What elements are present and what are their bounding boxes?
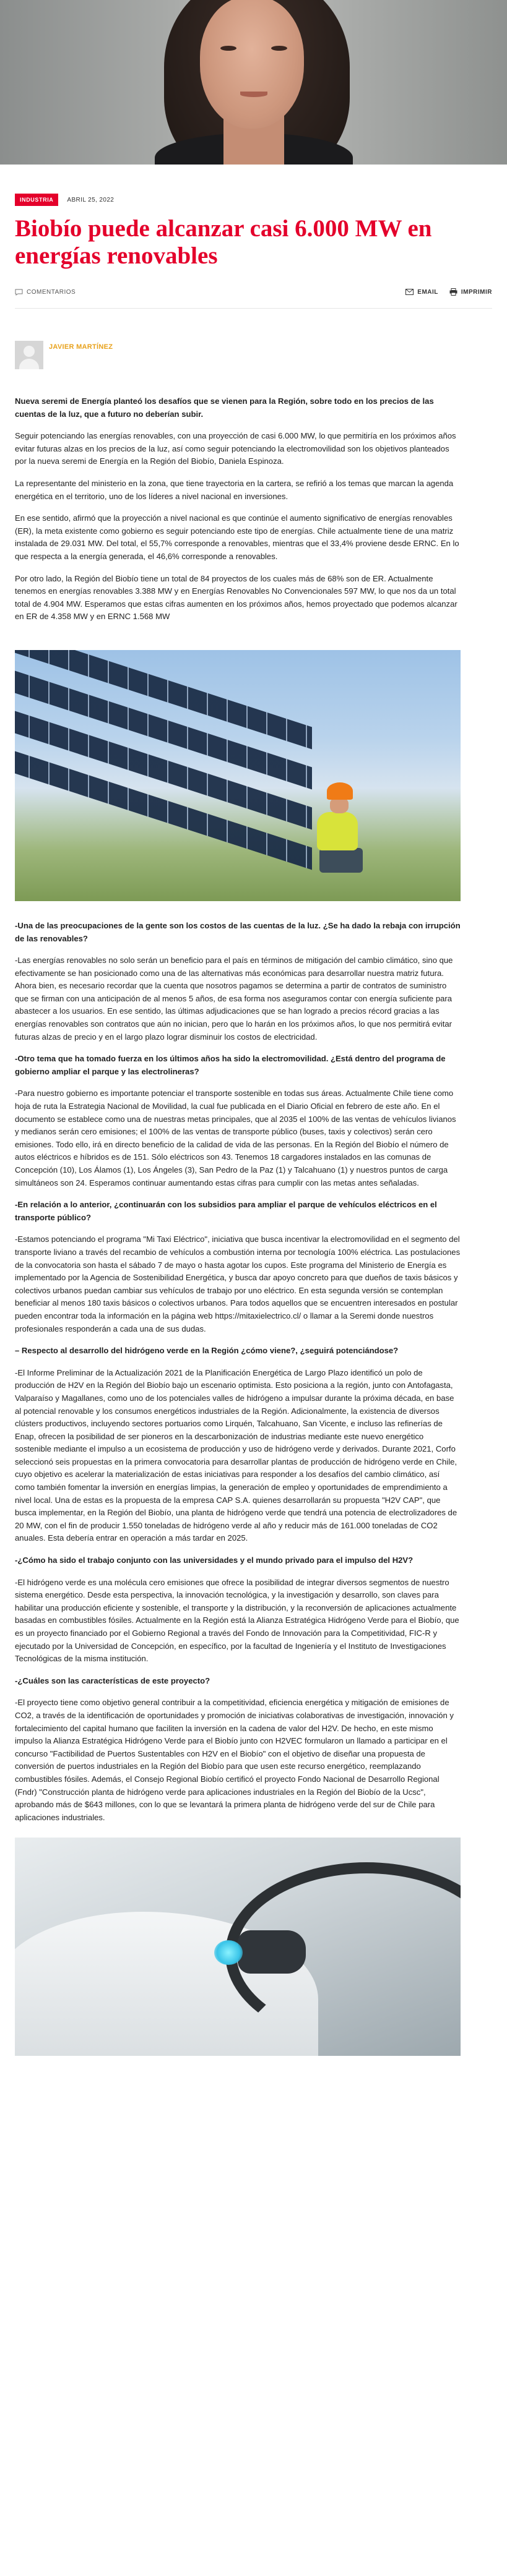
body-paragraph: La representante del ministerio en la zona, que tiene trayectoria en la cartera, se refirió a los temas que marcan la agenda energética en el territorio, uno de los líderes a nivel nacional en inversiones. xyxy=(15,478,454,501)
print-button[interactable] xyxy=(449,288,492,296)
printer-icon xyxy=(449,288,457,296)
article-meta xyxy=(15,194,492,206)
article-date: ABRIL 25, 2022 xyxy=(67,196,115,203)
comment-icon xyxy=(15,289,23,296)
interview-answer: -Para nuestro gobierno es importante potenciar el transporte sostenible en todas sus áreas. Actualmente Chile tiene como hoja de ruta la Estrategia Nacional de Movilidad, la cual fue publicada en el Diario Oficial en febrero de este año. En el documento se establece como una de nuestras metas principales, que al 2035 el 100% de las ventas de vehículos livianos y medianos serán cero emisiones; el 100% de las ventas de transporte público (buses, taxis y colectivos) serán cero emisiones. Todo ello, irá en directo beneficio de la calidad de vida de las personas. En la Región del Biobío el número de autos eléctricos e híbridos es de 151. Sólo eléctricos son 43. Tenemos 18 cargadores instalados en las comunas de Concepción (10), Los Álamos (1), Los Ángeles (3), San Pedro de la Paz (1) y Talcahuano (1) y nuestros puntos de carga simultáneos son 24. Esperamos continuar aumentando estas cifras para cumplir con las metas antes señaladas. xyxy=(15,1089,456,1187)
interview-question: -¿Cuáles son las características de este proyecto? xyxy=(15,1675,210,1685)
interview-question: -¿Cómo ha sido el trabajo conjunto con las universidades y el mundo privado para el impulso del H2V? xyxy=(15,1555,414,1565)
hero-image xyxy=(0,0,507,165)
interview-answer: -Estamos potenciando el programa "Mi Taxi Eléctrico", iniciativa que busca incentivar la electromovilidad en el segmento del transporte liviano a través del recambio de vehículos a combustión interna por tecnología 100% eléctrica. Las postulaciones de la convocatoria son hasta el sábado 7 de mayo o hasta agotar los cupos. Este programa del Ministerio de Energía es implementado por la Agencia de Sostenibilidad Energética, y busca dar apoyo concreto para que dueños de taxis básicos y colectivos urbanos puedan cambiar sus vehículos de trabajo por uno eléctrico. En esta segunda versión se contemplan beneficiar al menos 180 taxis básicos o colectivos urbanos. Para todos aquellos que se encuentren interesados en postular pueden encontrar toda la información en la página web https://mitaxielectrico.cl/ o llamar a la Seremi donde nuestros profesionales responderán a cada una de sus dudas. xyxy=(15,1235,461,1333)
article-tools xyxy=(405,288,492,296)
envelope-icon xyxy=(405,289,414,295)
interview-answer: -El Informe Preliminar de la Actualización 2021 de la Planificación Energética de Largo Plazo identificó un polo de producción de H2V en la Región del Biobío bajo un escenario optimista. Esto posiciona a la región, junto con Antofagasta, Valparaíso y Magallanes, como uno de los potenciales valles de hidrógeno a impulsar durante la próxima década, en base al potencial renovable y los consumos energéticos industriales de la Región. Adicionalmente, la existencia de diversos clústers productivos, incluyendo sectores portuarios como Lirquén, Talcahuano, San Vicente, e incluso las refinerías de Enap, ofrecen la posibilidad de ser pioneros en la descarbonización de industrias mediante este nuevo energético sostenible mediante el impulso a un ecosistema de producción y uso de hidrógeno verde y derivados. Durante 2021, Corfo seleccionó seis propuestas en la primera convocatoria para desarrollar plantas de producción de hidrógeno verde en Chile, cuyo objetivo es acelerar la materialización de estas iniciativas para responder a los desafíos del cambio climático, así como también fomentar la inversión en energías limpias, la generación de empleo y oportunidades de emprendimiento a nivel local. Una de estas es la propuesta de la empresa CAP S.A. quienes desarrollarán su propuesta "H2V CAP", que busca implementar, en la Región del Biobío, una planta de hidrógeno verde que tendrá una potencia de electrolizadores de 20 MW, con el fin de producir 1.550 toneladas de hidrógeno verde al año y reducir más de 161.000 toneladas de CO2 anuales. Esta debería entrar en operación a más tardar en 2025. xyxy=(15,1367,457,1543)
comments-link[interactable] xyxy=(15,289,76,296)
interview-question: -En relación a lo anterior, ¿continuarán con los subsidios para ampliar el parque de vehículos eléctricos en el transporte público? xyxy=(15,1200,437,1222)
print-label: IMPRIMIR xyxy=(461,288,492,296)
interview-answer: -El hidrógeno verde es una molécula cero emisiones que ofrece la posibilidad de integrar diversos segmentos de nuestro sistema energético. Desde esta perspectiva, la innovación tecnológica, y la investigación y desarrollo, son claves para habilitar una producción eficiente y sostenible, el transporte y la distribución, y la reconversión de aplicaciones actualmente basadas en combustibles fósiles. Actualmente en la Región está la Alianza Estratégica Hidrógeno Verde para el Biobío, que es un proyecto financiado por el Gobierno Regional a través del Fondo de Innovación para la Competitividad, FIC-R y ejecutado por la Universidad de Concepción, en específico, por la facultad de Ingeniería y el Instituto de Investigaciones Tecnológicas de la misma institución. xyxy=(15,1577,459,1664)
interview-question: -Otro tema que ha tomado fuerza en los últimos años ha sido la electromovilidad. ¿Está dentro del programa de gobierno ampliar el parque y las electrolineras? xyxy=(15,1054,446,1076)
solar-panels-photo xyxy=(15,650,461,901)
interview-question: – Respecto al desarrollo del hidrógeno verde en la Región ¿cómo viene?, ¿seguirá potenciándose? xyxy=(15,1346,399,1356)
share-row xyxy=(15,288,492,296)
email-label: EMAIL xyxy=(417,288,438,296)
article-body xyxy=(15,395,461,2056)
interview-question: -Una de las preocupaciones de la gente son los costos de las cuentas de la luz. ¿Se ha dado la rebaja con irrupción de las renovables? xyxy=(15,920,461,943)
body-paragraph: Seguir potenciando las energías renovables, con una proyección de casi 6.000 MW, lo que permitiría en los próximos años evitar futuras alzas en los precios de la luz, así como seguir potenciando la electromovilidad son los objetivos planteados por la nueva seremi de Energía en la Región del Biobío, Daniela Espinoza. xyxy=(15,431,456,466)
interview-answer: -El proyecto tiene como objetivo general contribuir a la competitividad, eficiencia energética y mitigación de emisiones de CO2, a través de la identificación de oportunidades y promoción de iniciativas colaborativas de investigación, innovación y fortalecimiento del capital humano que faciliten la inversión en la cadena de valor del H2V. De hecho, en este mismo impulso la Alianza Estratégica Hidrógeno Verde para el Biobío junto con H2VEC formularon un llamado a participar en el concurso "Factibilidad de Puertos Sustentables con H2V en el Biobío" con el objetivo de diseñar una propuesta de conversión de puertos industriales en la Región del Biobío para que usen este recurso energético, reemplazando combustibles fósiles. Además, el Consejo Regional Biobío certificó el proyecto Fondo Nacional de Desarrollo Regional (Fndr) "Construcción planta de hidrógeno verde para aplicaciones industriales en la Región del Biobío de la Ucsc", aprobando más de $643 millones, con lo que se levantará la primera planta de hidrógeno verde del sur de Chile para aplicaciones industriales. xyxy=(15,1698,454,1822)
ev-charging-photo xyxy=(15,1838,461,2056)
email-button[interactable] xyxy=(405,288,438,296)
comments-label: COMENTARIOS xyxy=(27,288,76,296)
article-container xyxy=(15,194,492,2056)
body-paragraph: Por otro lado, la Región del Biobío tiene un total de 84 proyectos de los cuales más de 68% son de ER. Actualmente tenemos en energías renovables 3.388 MW y en Energías Renovables No Convencionales 597 MW, lo que nos da un total total de 4.904 MW. Esperamos que estas cifras aumenten en los próximos años, hemos proyectado que podemos alcanzar en ER de 4.358 MW y en ERNC 1.568 MW xyxy=(15,573,457,622)
interview-answer: -Las energías renovables no solo serán un beneficio para el país en términos de mitigación del cambio climático, sino que efectivamente se han posicionado como una de las alternativas más económicas para desarrollar nuestra matriz futura. Ahora bien, es necesario recordar que la cuenta que nosotros pagamos se determina a partir de contratos de suministro que se firman con una anticipación de al menos 5 años, de esa forma nos aseguramos contar con energía suficiente para abastecer a los usuarios. En ese sentido, las últimas adjudicaciones que se han logrado a precios récord gracias a las energías renovables son contratos que aún no inician, pero que lo harán en los próximos años, lo que nos permitirá evitar futuras alzas de precio y en el largo plazo lograr disminuir los costos de electricidad. xyxy=(15,956,453,1042)
divider xyxy=(15,308,492,309)
lead-paragraph: Nueva seremi de Energía planteó los desafíos que se vienen para la Región, sobre todo en los precios de las cuentas de la luz, que a futuro no deberían subir. xyxy=(15,396,434,419)
author-row xyxy=(15,341,492,369)
body-paragraph: En ese sentido, afirmó que la proyección a nivel nacional es que continúe el aumento significativo de energías renovables (ER), la meta existente como gobierno es seguir potenciando este tipo de energías. Chile actualmente tiene de una matriz instalada de 29.031 MW. Del total, el 55,7% corresponde a renovables, mientras que el 33,4% proviene desde ERNC. En lo que respecta a la energía generada, el 46,6% corresponde a renovables. xyxy=(15,513,459,561)
category-badge[interactable]: INDUSTRIA xyxy=(15,194,58,206)
worker-figure xyxy=(310,782,366,875)
author-avatar xyxy=(15,341,43,369)
author-name[interactable]: JAVIER MARTÍNEZ xyxy=(49,343,113,351)
article-title: Biobío puede alcanzar casi 6.000 MW en energías renovables xyxy=(15,215,432,269)
